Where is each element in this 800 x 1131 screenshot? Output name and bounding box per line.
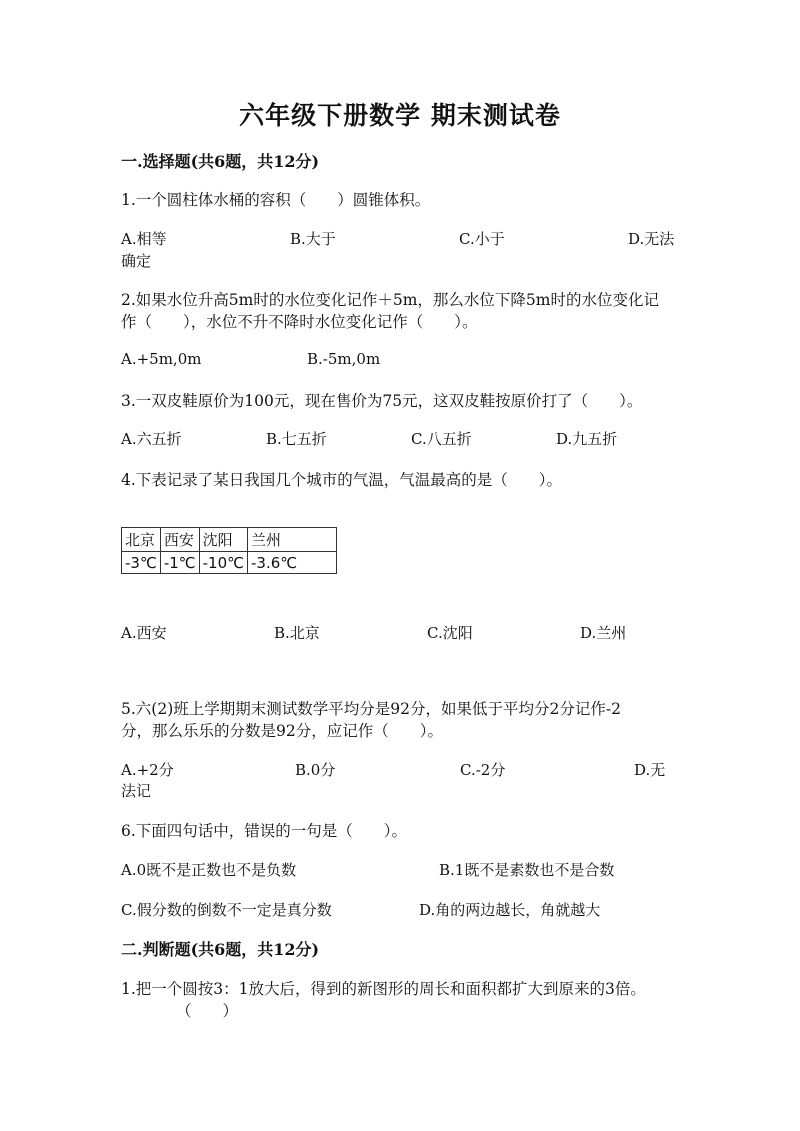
option-1d-wrap: 确定 (121, 252, 152, 270)
option-3b[interactable]: B.七五折 (266, 430, 327, 448)
question-1: 1.一个圆柱体水桶的容积（ ）圆锥体积。 (121, 191, 431, 209)
option-5d[interactable]: D.无 (634, 761, 666, 779)
option-3d[interactable]: D.九五折 (556, 430, 618, 448)
question-5-line2: 分，那么乐乐的分数是92分，应记作（ ）。 (121, 722, 443, 740)
option-5a[interactable]: A.+2分 (121, 761, 174, 779)
table-cell-city: 沈阳 (199, 528, 247, 552)
option-5d-wrap: 法记 (121, 782, 152, 800)
judgement-question-1: 1.把一个圆按3：1放大后，得到的新图形的周长和面积都扩大到原来的3倍。 (121, 980, 646, 998)
option-2a[interactable]: A.+5m,0m (121, 350, 202, 368)
question-5-line1: 5.六(2)班上学期期末测试数学平均分是92分，如果低于平均分2分记作-2 (121, 700, 621, 718)
table-cell-temp: -1℃ (160, 552, 199, 574)
option-1a[interactable]: A.相等 (121, 230, 167, 248)
table-cell-city: 兰州 (247, 528, 336, 552)
option-6a[interactable]: A.0既不是正数也不是负数 (121, 861, 297, 879)
table-row (122, 528, 337, 552)
answer-blank[interactable]: （ ） (176, 1002, 239, 1020)
option-3a[interactable]: A.六五折 (121, 430, 182, 448)
option-1c[interactable]: C.小于 (459, 230, 505, 248)
section-header-choice: 一.选择题(共6题，共12分) (121, 152, 320, 171)
option-5b[interactable]: B.0分 (295, 761, 336, 779)
table-cell-temp: -3.6℃ (247, 552, 336, 574)
option-4b[interactable]: B.北京 (274, 624, 320, 642)
option-6b[interactable]: B.1既不是素数也不是合数 (439, 861, 615, 879)
table-cell-temp: -10℃ (199, 552, 247, 574)
option-1d[interactable]: D.无法 (628, 230, 675, 248)
question-4: 4.下表记录了某日我国几个城市的气温，气温最高的是（ ）。 (121, 471, 563, 489)
section-header-judgement: 二.判断题(共6题，共12分) (121, 940, 320, 959)
question-2-line1: 2.如果水位升高5m时的水位变化记作＋5m，那么水位下降5m时的水位变化记 (121, 291, 659, 309)
option-4a[interactable]: A.西安 (121, 624, 167, 642)
option-4d[interactable]: D.兰州 (580, 624, 627, 642)
table-cell-city: 西安 (160, 528, 199, 552)
option-1b[interactable]: B.大于 (290, 230, 336, 248)
option-6d[interactable]: D.角的两边越长，角就越大 (419, 901, 601, 919)
option-5c[interactable]: C.-2分 (460, 761, 506, 779)
option-3c[interactable]: C.八五折 (411, 430, 472, 448)
question-6: 6.下面四句话中，错误的一句是（ ）。 (121, 822, 408, 840)
table-row (122, 552, 337, 574)
option-4c[interactable]: C.沈阳 (427, 624, 473, 642)
temperature-table (121, 527, 337, 574)
table-cell-city: 北京 (122, 528, 161, 552)
page-title: 六年级下册数学 期末测试卷 (239, 101, 561, 130)
table-cell-temp: -3℃ (122, 552, 161, 574)
option-6c[interactable]: C.假分数的倒数不一定是真分数 (121, 901, 332, 919)
question-3: 3.一双皮鞋原价为100元，现在售价为75元，这双皮鞋按原价打了（ ）。 (121, 392, 643, 410)
question-2-line2: 作（ ），水位不升不降时水位变化记作（ ）。 (121, 313, 478, 331)
option-2b[interactable]: B.-5m,0m (307, 350, 381, 368)
